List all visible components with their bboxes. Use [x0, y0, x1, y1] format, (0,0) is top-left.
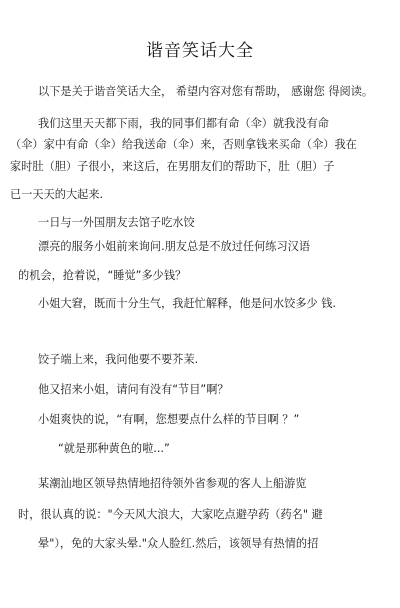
paragraph-line: 小姐爽快的说，“有啊，您想要点什么样的节目啊 ？” — [38, 413, 300, 426]
paragraph-line: 某潮汕地区领导热情地招待领外省参观的客人上船游览 — [38, 477, 307, 490]
page-title: 谐音笑话大全 — [146, 41, 254, 61]
paragraph-line: 家时肚（胆）子很小，来这后，在男朋友们的帮助下，肚（胆）子 — [10, 160, 335, 173]
paragraph-line: 时，很认真的说："今天风大浪大，大家吃点避孕药（药名" 避 — [18, 508, 323, 521]
paragraph-line: 晕"），免的大家头晕."众人脸红.然后，该领导有热情的招 — [38, 537, 319, 550]
paragraph-line: 饺子端上来，我问他要不要芥茉. — [38, 353, 199, 366]
paragraph-line: “就是那种黄色的啦...” — [58, 442, 170, 455]
paragraph-line: 一日与一外国朋友去馆子吃水饺 — [38, 216, 195, 229]
paragraph-line: 漂亮的服务小姐前来询问.朋友总是不放过任何练习汉语 — [38, 240, 311, 253]
paragraph-line: （伞）家中有命（伞）给我送命（伞）来，否则拿钱来买命（伞）我在 — [10, 138, 357, 151]
paragraph-line: 我们这里天天都下雨，我的同事们都有命（伞）就我没有命 — [38, 117, 329, 130]
paragraph-line: 他又招来小姐，请问有没有“节目”啊？ — [38, 383, 229, 396]
paragraph-line: 小姐大窘，既而十分生气，我赶忙解释，他是问水饺多少 钱. — [38, 297, 336, 310]
paragraph-line: 的机会，抢着说，“睡觉”多少钱？ — [18, 269, 187, 282]
paragraph-line: 以下是关于谐音笑话大全， 希望内容对您有帮助， 感谢您 得阅读。 — [38, 85, 374, 98]
paragraph-line: 已一天天的大起来. — [10, 188, 104, 201]
